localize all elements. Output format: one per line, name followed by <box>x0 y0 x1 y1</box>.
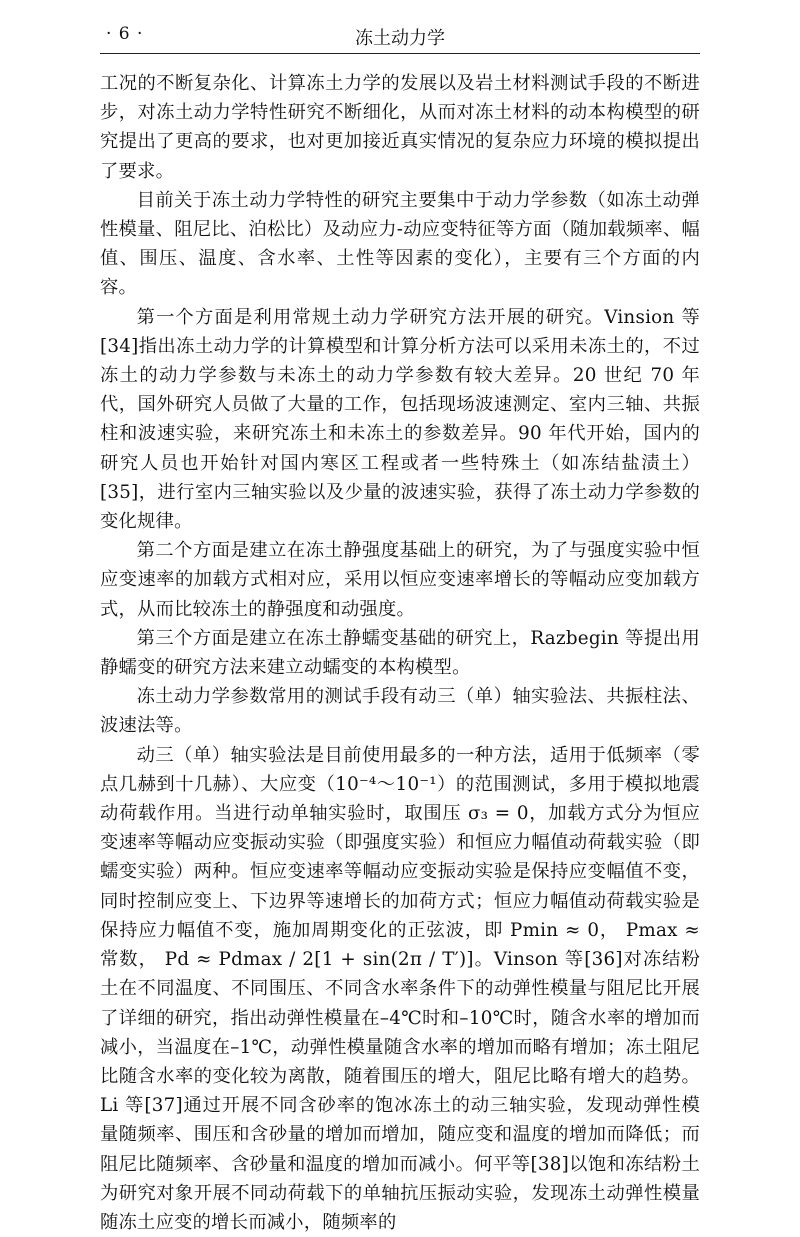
paragraph-continued: 工况的不断复杂化、计算冻土力学的发展以及岩土材料测试手段的不断进步，对冻土动力学特性研究不断细化，从而对冻土材料的动本构模型的研究提出了更高的要求，也对更加接近真实情况的复杂应力环境的模拟提出了要求。 <box>100 73 700 182</box>
paragraph-test-methods: 冻土动力学参数常用的测试手段有动三（单）轴实验法、共振柱法、波速法等。 <box>100 686 700 737</box>
paragraph-third-aspect: 第三个方面是建立在冻土静蠕变基础的研究上，Razbegin 等提出用静蠕变的研究方法来建立动蠕变的本构模型。 <box>100 627 700 679</box>
header-rule <box>100 53 700 54</box>
paragraph-first-aspect: 第一个方面是利用常规土动力学研究方法开展的研究。Vinsion 等[34]指出冻土动力学的计算模型和计算分析方法可以采用未冻土的，不过冻土的动力学参数与未冻土的动力学参数有较大差异。20 世纪 70 年代，国外研究人员做了大量的工作，包括现场波速测定、室内三轴、共振柱和波速实验，来研究冻土和未冻土的参数差异。90 年代开始，国内的研究人员也开始针对国内寒区工程或者一些特殊土（如冻结盐渍土）[35]，进行室内三轴实验以及少量的波速实验，获得了冻土动力学参数的变化规律。 <box>100 306 700 533</box>
page-body <box>100 69 700 1237</box>
paragraph-research-focus: 目前关于冻土动力学特性的研究主要集中于动力学参数（如冻土动弹性模量、阻尼比、泊松比）及动应力-动应变特征等方面（随加载频率、幅值、围压、温度、含水率、土性等因素的变化），主要有三个方面的内容。 <box>100 189 700 299</box>
page-header <box>100 16 700 50</box>
running-title: 冻土动力学 <box>355 28 445 49</box>
page-number: · 6 · <box>106 24 144 44</box>
paragraph-second-aspect: 第二个方面是建立在冻土静强度基础上的研究，为了与强度实验中恒应变速率的加载方式相对应，采用以恒应变速率增长的等幅动应变加载方式，从而比较冻土的静强度和动强度。 <box>100 540 700 620</box>
paragraph-triaxial-method: 动三（单）轴实验法是目前使用最多的一种方法，适用于低频率（零点几赫到十几赫）、大应变（10⁻⁴～10⁻¹）的范围测试，多用于模拟地震动荷载作用。当进行动单轴实验时，取围压 σ₃ = 0，加载方式分为恒应变速率等幅动应变振动实验（即强度实验）和恒应力幅值动荷载实验（即蠕变实验）两种。恒应变速率等幅动应变振动实验是保持应变幅值不变，同时控制应变上、下边界等速增长的加荷方式；恒应力幅值动荷载实验是保持应力幅值不变，施加周期变化的正弦波，即 Pmin ≈ 0， Pmax ≈ 常数， Pd ≈ Pdmax / 2[1 + sin(2π / T′)]。Vinson 等[36]对冻结粉土在不同温度、不同围压、不同含水率条件下的动弹性模量与阻尼比开展了详细的研究，指出动弹性模量在–4℃时和–10℃时，随含水率的增加而减小，当温度在–1℃，动弹性模量随含水率的增加而略有增加；冻土阻尼比随含水率的变化较为离散，随着围压的增大，阻尼比略有增大的趋势。Li 等[37]通过开展不同含砂率的饱冰冻土的动三轴实验，发现动弹性模量随频率、围压和含砂量的增加而增加，随应变和温度的增加而降低；而阻尼比随频率、含砂量和温度的增加而减小。何平等[38]以饱和冻结粉土为研究对象开展不同动荷载下的单轴抗压振动实验，发现冻土动弹性模量随冻土应变的增长而减小，随频率的 <box>100 744 700 1233</box>
